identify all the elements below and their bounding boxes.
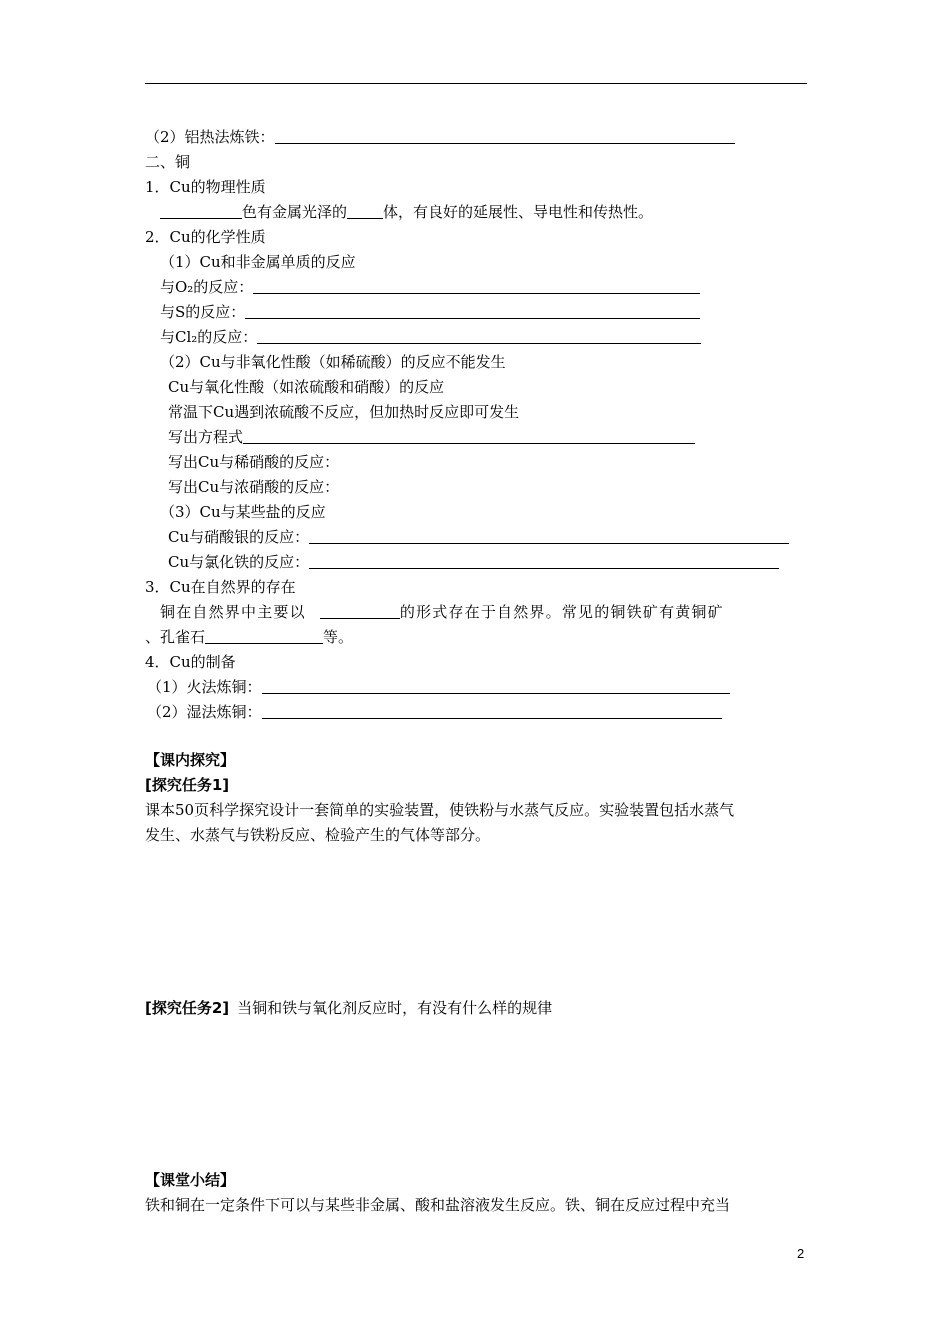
section-copper-title: 二、铜 — [145, 153, 191, 171]
nonoxidizing-acid-heading: （2）Cu与非氧化性酸（如稀硫酸）的反应不能发生 — [160, 353, 506, 371]
answer-blank[interactable] — [253, 278, 700, 294]
chemical-props-heading: 2．Cu的化学性质 — [145, 228, 266, 246]
salt-reaction-heading: （3）Cu与某些盐的反应 — [160, 503, 326, 521]
answer-blank[interactable] — [309, 528, 789, 544]
summary-heading: 【课堂小结】 — [145, 1171, 236, 1189]
ferric-chloride-line: Cu与氯化铁的反应： — [168, 552, 779, 572]
physical-props-line: 色有金属光泽的 体，有良好的延展性、导电性和传热性。 — [160, 202, 653, 222]
task2-label: [探究任务2] — [145, 999, 230, 1017]
answer-blank[interactable] — [347, 203, 383, 219]
conc-nitric-line: 写出Cu与浓硝酸的反应： — [168, 478, 340, 496]
answer-blank[interactable] — [257, 328, 701, 344]
answer-blank[interactable] — [262, 678, 730, 694]
natural-occurrence-line: 铜在自然界中主要以 的形式存在于自然界。常见的铜铁矿有黄铜矿 — [160, 603, 724, 621]
explore-heading: 【课内探究】 — [145, 751, 236, 769]
nonmetal-reaction-heading: （1）Cu和非金属单质的反应 — [160, 253, 356, 271]
equation-line: 写出方程式 — [168, 427, 695, 447]
answer-blank[interactable] — [320, 603, 400, 619]
task2-line — [145, 998, 552, 1018]
physical-props-heading: 1．Cu的物理性质 — [145, 178, 266, 196]
dilute-nitric-line: 写出Cu与稀硝酸的反应： — [168, 453, 340, 471]
malachite-line: 、孔雀石 等。 — [145, 628, 354, 646]
conc-sulfuric-note: 常温下Cu遇到浓硫酸不反应，但加热时反应即可发生 — [168, 403, 520, 421]
preparation-heading: 4．Cu的制备 — [145, 653, 236, 671]
answer-blank[interactable] — [245, 303, 700, 319]
task1-label: [探究任务1] — [145, 776, 230, 794]
answer-blank[interactable] — [309, 553, 779, 569]
o2-reaction-line: 与O₂的反应： — [160, 277, 700, 297]
header-rule — [145, 83, 807, 84]
task2-text: 当铜和铁与氧化剂反应时，有没有什么样的规律 — [237, 999, 553, 1017]
oxidizing-acid-line: Cu与氧化性酸（如浓硫酸和硝酸）的反应 — [168, 378, 445, 396]
summary-text: 铁和铜在一定条件下可以与某些非金属、酸和盐溶液发生反应。铁、铜在反应过程中充当 — [145, 1196, 731, 1214]
s-reaction-line: 与S的反应： — [160, 302, 700, 322]
natural-occurrence-heading: 3．Cu在自然界的存在 — [145, 578, 296, 596]
task1-text-line1: 课本50页科学探究设计一套简单的实验装置，使铁粉与水蒸气反应。实验装置包括水蒸气 — [145, 801, 735, 819]
thermite-label: （2）铝热法炼铁： — [145, 128, 275, 146]
answer-blank[interactable] — [243, 428, 695, 444]
page-number: 2 — [797, 1246, 805, 1261]
answer-blank[interactable] — [205, 628, 323, 644]
answer-blank[interactable] — [160, 203, 242, 219]
answer-blank[interactable] — [275, 128, 735, 144]
cl2-reaction-line: 与Cl₂的反应： — [160, 327, 701, 347]
answer-blank[interactable] — [262, 703, 722, 719]
thermite-line — [145, 127, 735, 147]
hydrometallurgy-line: （2）湿法炼铜： — [147, 702, 722, 722]
silver-nitrate-line: Cu与硝酸银的反应： — [168, 527, 789, 547]
task1-text-line2: 发生、水蒸气与铁粉反应、检验产生的气体等部分。 — [145, 826, 491, 844]
pyrometallurgy-line: （1）火法炼铜： — [147, 677, 730, 697]
